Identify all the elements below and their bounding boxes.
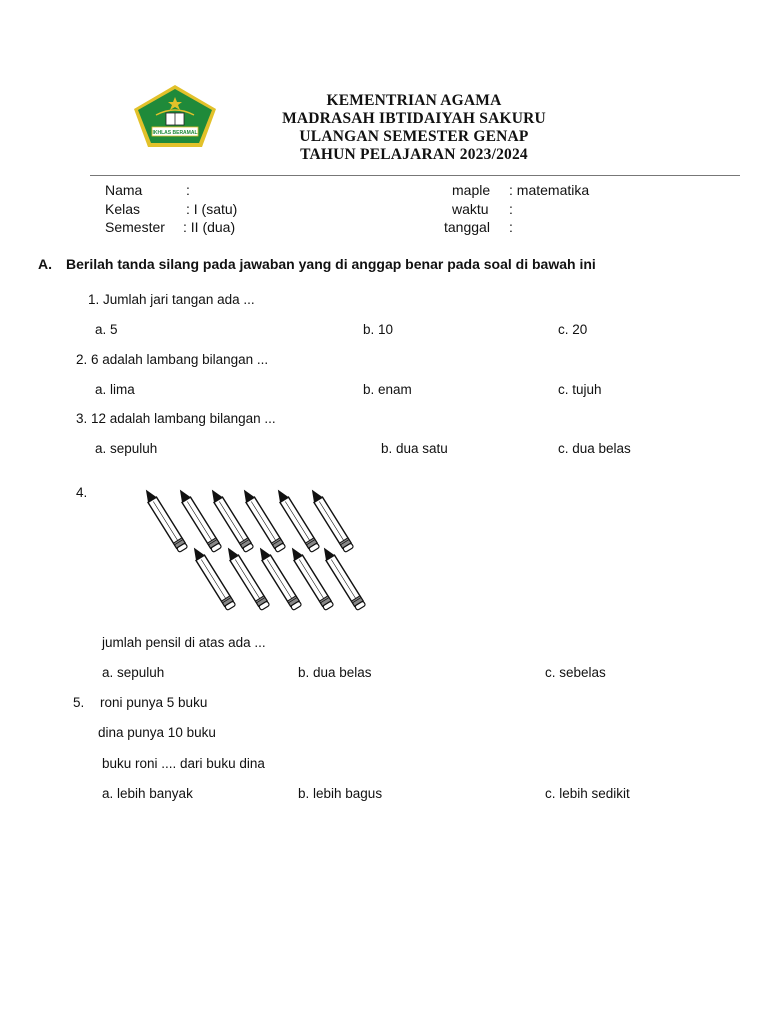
question-1: 1. Jumlah jari tangan ada ...	[88, 292, 255, 307]
question-5-line-1: roni punya 5 buku	[100, 695, 208, 710]
q4-option-c[interactable]: c. sebelas	[545, 665, 606, 680]
q1-option-b[interactable]: b. 10	[363, 322, 394, 337]
q2-option-b[interactable]: b. enam	[363, 382, 412, 397]
q3-option-c[interactable]: c. dua belas	[558, 441, 631, 456]
header-line-4: TAHUN PELAJARAN 2023/2024	[300, 146, 528, 163]
question-4-number: 4.	[76, 485, 88, 500]
q4-option-a[interactable]: a. sepuluh	[102, 665, 165, 680]
question-5-line-2: dina punya 10 buku	[98, 725, 216, 740]
semester-value: : II (dua)	[183, 219, 236, 235]
q1-option-c[interactable]: c. 20	[558, 322, 588, 337]
question-4: jumlah pensil di atas ada ...	[102, 635, 266, 650]
pencil-icon	[142, 487, 188, 552]
nama-value: :	[186, 182, 190, 198]
question-2: 2. 6 adalah lambang bilangan ...	[76, 352, 269, 367]
kelas-value: : I (satu)	[186, 201, 238, 217]
question-3: 3. 12 adalah lambang bilangan ...	[76, 411, 276, 426]
header-divider	[90, 175, 740, 176]
q1-option-a[interactable]: a. 5	[95, 322, 118, 337]
header-line-1: KEMENTRIAN AGAMA	[326, 92, 502, 109]
waktu-value: :	[509, 201, 513, 217]
tanggal-value: :	[509, 219, 513, 235]
maple-label: maple	[452, 182, 491, 198]
question-5-line-3: buku roni .... dari buku dina	[102, 756, 265, 771]
maple-value: : matematika	[509, 182, 590, 198]
pencil-icon	[190, 545, 236, 611]
q5-option-c[interactable]: c. lebih sedikit	[545, 786, 630, 801]
ministry-logo	[132, 83, 218, 149]
q3-option-a[interactable]: a. sepuluh	[95, 441, 158, 456]
tanggal-label: tanggal	[444, 219, 490, 235]
nama-label: Nama	[105, 182, 143, 198]
pencils-illustration	[140, 487, 370, 622]
question-5-number: 5.	[73, 695, 85, 710]
q4-option-b[interactable]: b. dua belas	[298, 665, 372, 680]
q2-option-a[interactable]: a. lima	[95, 382, 135, 397]
header-line-3: ULANGAN SEMESTER GENAP	[299, 128, 529, 145]
section-letter: A.	[38, 256, 52, 272]
q5-option-b[interactable]: b. lebih bagus	[298, 786, 383, 801]
q2-option-c[interactable]: c. tujuh	[558, 382, 602, 397]
section-instruction: Berilah tanda silang pada jawaban yang di anggap benar pada soal di bawah ini	[66, 256, 596, 272]
header-line-2: MADRASAH IBTIDAIYAH SAKURU	[282, 110, 546, 127]
semester-label: Semester	[105, 219, 165, 235]
kelas-label: Kelas	[105, 201, 141, 217]
q5-option-a[interactable]: a. lebih banyak	[102, 786, 193, 801]
q3-option-b[interactable]: b. dua satu	[381, 441, 448, 456]
waktu-label: waktu	[452, 201, 489, 217]
logo-motto: IKHLAS BERAMAL	[152, 130, 198, 136]
